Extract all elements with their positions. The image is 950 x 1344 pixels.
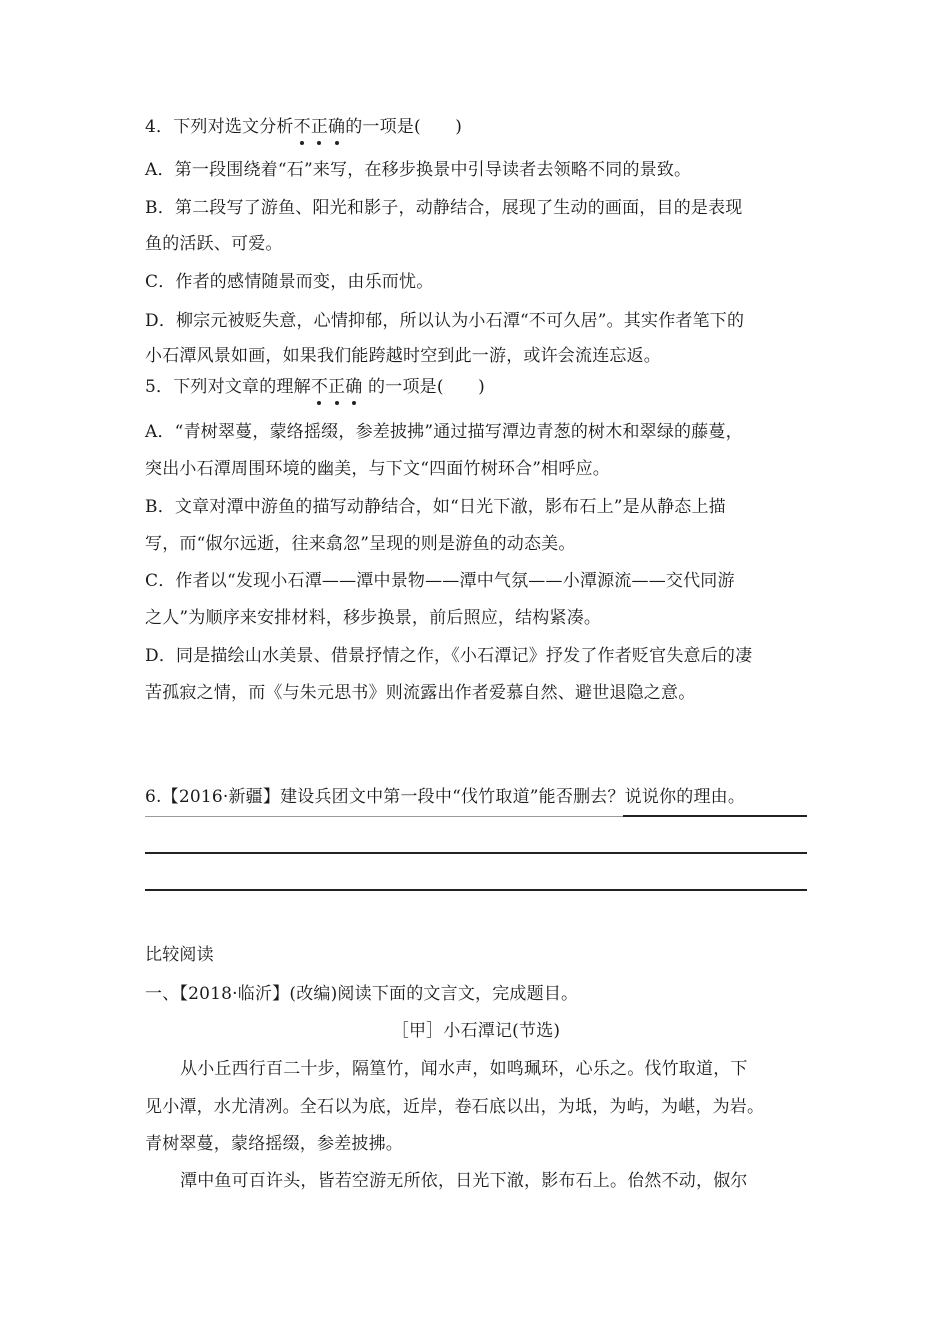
question-4-option-c: C．作者的感情随景而变，由乐而忧。 (145, 272, 434, 292)
question-4-option-d-line2: 小石潭风景如画，如果我们能跨越时空到此一游，或许会流连忘返。 (145, 346, 661, 366)
passage-paragraph-1-line3: 青树翠蔓，蒙络摇缀，参差披拂。 (145, 1134, 403, 1154)
question-5-option-b-line2: 写，而“俶尔远逝，往来翕忽”呈现的则是游鱼的动态美。 (145, 534, 576, 554)
answer-line[interactable] (623, 815, 807, 817)
question-5-option-c-line1: C．作者以“发现小石潭——潭中景物——潭中气氛——小潭源流——交代同游 (145, 571, 735, 591)
section-heading: 比较阅读 (145, 945, 214, 965)
question-5-option-d-line1: D．同是描绘山水美景、借景抒情之作，《小石潭记》抒发了作者贬官失意后的凄 (145, 646, 753, 666)
question-5-option-a-line2: 突出小石潭周围环境的幽美，与下文“四面竹树环合”相呼应。 (145, 459, 610, 479)
question-4-option-d-line1: D．柳宗元被贬失意，心情抑郁，所以认为小石潭“不可久居”。其实作者笔下的 (145, 311, 745, 331)
question-5-option-b-line1: B．文章对潭中游鱼的描写动静结合，如“日光下澈，影布石上”是从静态上描 (145, 497, 726, 517)
question-5-option-a-line1: A．“青树翠蔓，蒙络摇缀，参差披拂”通过描写潭边青葱的树木和翠绿的藤蔓， (145, 422, 743, 442)
question-5-option-d-line2: 苦孤寂之情，而《与朱元思书》则流露出作者爱慕自然、避世退隐之意。 (145, 683, 696, 703)
question-5-stem: 5．下列对文章的理解不正确 的一项是( ) (145, 377, 485, 397)
answer-line[interactable] (145, 816, 623, 817)
emphasis-dot-char: 正 (310, 117, 329, 137)
emphasis-dot-char: 正 (328, 377, 346, 397)
question-5-option-c-line2: 之人”为顺序来安排材料，移步换景，前后照应，结构紧凑。 (145, 608, 602, 628)
passage-paragraph-2-line1: 潭中鱼可百许头，皆若空游无所依，日光下澈，影布石上。佁然不动，俶尔 (180, 1171, 748, 1191)
question-4-option-b-line1: B．第二段写了游鱼、阳光和影子，动静结合，展现了生动的画面，目的是表现 (145, 198, 743, 218)
emphasis-dot-char: 确 (345, 377, 363, 397)
passage-title: ［甲］小石潭记(节选) (391, 1021, 561, 1041)
answer-line[interactable] (145, 889, 807, 891)
emphasis-dot-char: 确 (328, 117, 346, 137)
passage-paragraph-1-line1: 从小丘西行百二十步，隔篁竹，闻水声，如鸣珮环，心乐之。伐竹取道，下 (180, 1059, 748, 1079)
answer-line[interactable] (145, 852, 807, 854)
passage-paragraph-1-line2: 见小潭，水尤清冽。全石以为底，近岸，卷石底以出，为坻，为屿，为嵁，为岩。 (145, 1097, 765, 1117)
question-4-stem: 4．下列对选文分析不正确的一项是( ) (145, 117, 463, 137)
question-4-option-b-line2: 鱼的活跃、可爱。 (145, 234, 283, 254)
emphasis-dot-char: 不 (293, 117, 311, 137)
section-intro: 一、【2018·临沂】(改编)阅读下面的文言文，完成题目。 (145, 984, 579, 1004)
question-6-stem: 6.【2016·新疆】建设兵团文中第一段中“伐竹取道”能否删去？说说你的理由。 (145, 787, 746, 807)
question-4-option-a: A．第一段围绕着“石”来写，在移步换景中引导读者去领略不同的景致。 (145, 160, 692, 180)
emphasis-dot-char: 不 (310, 377, 329, 397)
